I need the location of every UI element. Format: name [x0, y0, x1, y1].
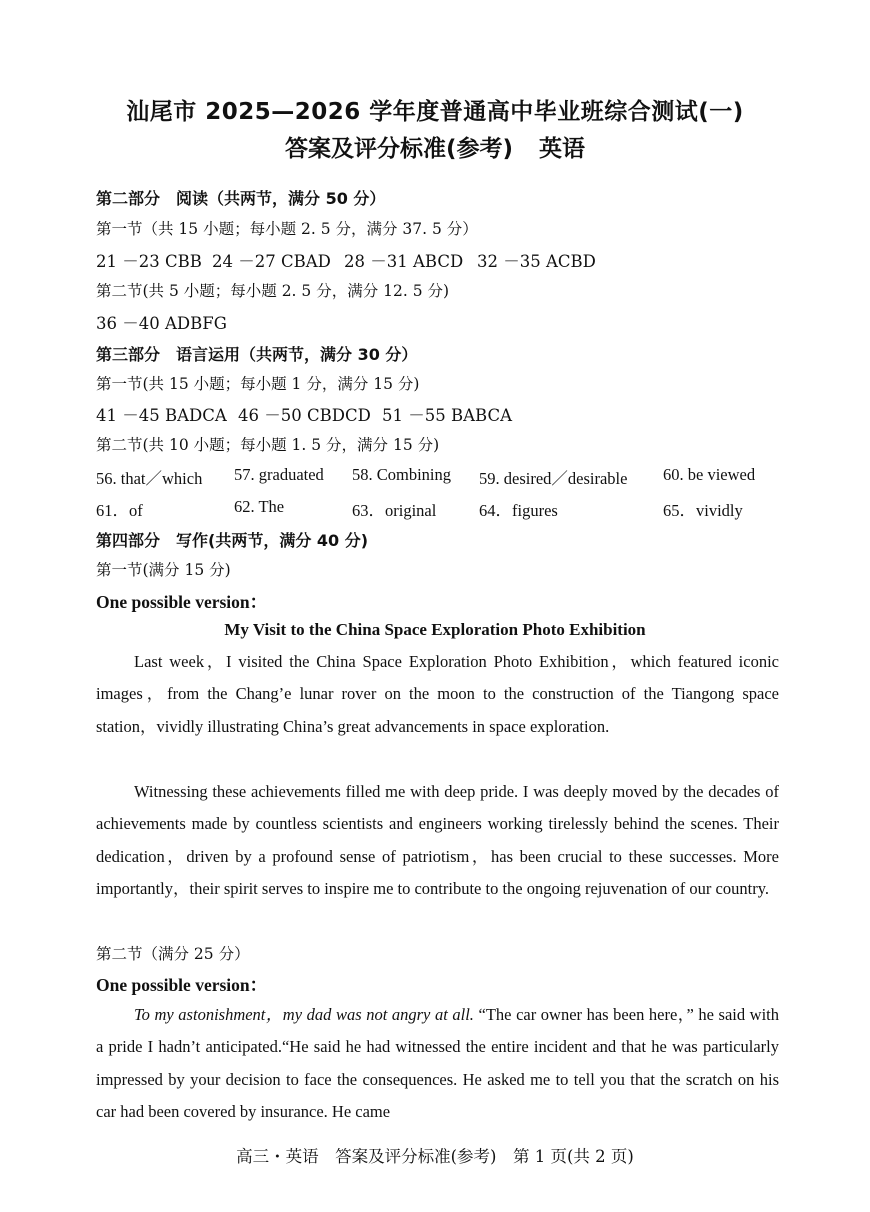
answer-group: 32 －35 ACBD: [477, 252, 596, 271]
subtitle-answer-key: 答案及评分标准(参考): [284, 136, 514, 162]
story-given-sentence: To my astonishment，my dad was not angry at all.: [134, 1005, 474, 1024]
part3-sec1-heading: 第一节(共 15 小题；每小题 1 分，满分 15 分): [96, 375, 420, 393]
page-footer: 高三・英语 答案及评分标准(参考) 第 1 页(共 2 页): [236, 1147, 634, 1166]
version-label: One possible version：: [96, 975, 268, 995]
fill-answer: 65．vividly: [663, 501, 743, 520]
essay-paragraph-2-text: Witnessing these achievements filled me with deep pride. I was deeply moved by the decades of achievements made by countless scientists and engineers working tirelessly behind the scenes. Their dedication，driven by a profound sense of patriotism，has been crucial to these successes. More importantly，their spirit serves to inspire me to contribute to the ongoing rejuvenation of our country.: [96, 782, 779, 899]
fill-answer: 57. graduated: [234, 465, 324, 484]
fill-answer: 58. Combining: [352, 465, 452, 484]
part4-heading: 第四部分 写作(共两节，满分 40 分): [96, 531, 369, 550]
part2-sec2-answers: 36 －40 ADBFG: [96, 314, 227, 333]
document-title: 汕尾市 2025—2026 学年度普通高中毕业班综合测试(一): [126, 99, 744, 125]
essay-paragraph-2: [96, 776, 779, 906]
part3-heading: 第三部分 语言运用（共两节，满分 30 分）: [96, 345, 418, 364]
story-paragraph: [96, 999, 779, 1129]
fill-answer: 59. desired／desirable: [479, 469, 628, 488]
document-subtitle: [0, 130, 870, 163]
answer-group: 51 －55 BABCA: [382, 406, 512, 425]
part2-sec1-heading: 第一节（共 15 小题；每小题 2. 5 分，满分 37. 5 分）: [96, 220, 478, 238]
answer-group: 24 －27 CBAD: [212, 252, 331, 271]
fill-answer: 63．original: [352, 501, 437, 520]
answer-group: 46 －50 CBDCD: [238, 406, 371, 425]
part4-sec1-heading: 第一节(满分 15 分): [96, 561, 231, 579]
essay-title: My Visit to the China Space Exploration Photo Exhibition: [224, 620, 646, 639]
part2-sec2-heading: 第二节(共 5 小题；每小题 2. 5 分，满分 12. 5 分): [96, 282, 450, 300]
answer-group: 28 －31 ABCD: [344, 252, 464, 271]
version-label: One possible version：: [96, 592, 268, 612]
essay-paragraph-1-text: Last week，I visited the China Space Exploration Photo Exhibition，which featured iconic images，from the Chang’e lunar rover on the moon to the construction of the Tiangong space station，vividly illustrating China’s great advancements in space exploration.: [96, 652, 779, 736]
answer-group: 21 －23 CBB: [96, 252, 202, 271]
story-continuation: “The car owner has been here，” he said with a pride I hadn’t anticipated.“He said he had witnessed the entire incident and that he was particularly impressed by your decision to face the consequences. He asked me to tell you that the scratch on his car had been covered by insurance. He came: [96, 1005, 780, 1122]
fill-answer: 60. be viewed: [663, 465, 756, 484]
subtitle-subject: 英语: [539, 136, 586, 162]
fill-answer: 64．figures: [479, 501, 558, 520]
fill-answer: 62. The: [234, 497, 285, 516]
fill-answer: 61．of: [96, 501, 143, 520]
essay-paragraph-1: [96, 646, 779, 743]
part4-sec2-heading: 第二节（满分 25 分）: [96, 945, 250, 963]
answer-group: 41 －45 BADCA: [96, 406, 227, 425]
fill-answer: 56. that／which: [96, 469, 203, 488]
part2-heading: 第二部分 阅读（共两节，满分 50 分）: [96, 189, 386, 208]
part3-sec2-heading: 第二节(共 10 小题；每小题 1. 5 分，满分 15 分): [96, 436, 440, 454]
